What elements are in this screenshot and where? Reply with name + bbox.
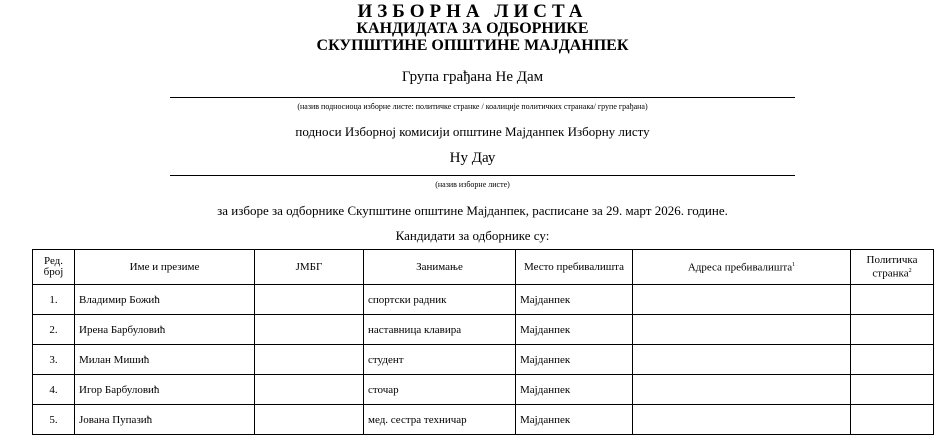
cell-address xyxy=(633,345,851,375)
cell-residence: Мајданпек xyxy=(516,315,633,345)
cell-occupation: студент xyxy=(364,345,516,375)
cell-jmbg xyxy=(255,315,364,345)
election-text: за изборе за одборнике Скупштине општине Мајданпек, расписане за 29. март 2026. године. xyxy=(217,203,728,218)
cell-name: Игор Барбуловић xyxy=(75,375,255,405)
list-caption: (назив изборне листе) xyxy=(435,180,510,189)
cell-name: Ирена Барбуловић xyxy=(75,315,255,345)
cell-jmbg xyxy=(255,345,364,375)
cell-num: 3. xyxy=(33,345,75,375)
list-underline xyxy=(170,175,795,176)
document-subtitle: КАНДИДАТА ЗА ОДБОРНИКЕ xyxy=(356,20,589,37)
document-subtitle-assembly: СКУПШТИНЕ ОПШТИНЕ МАЈДАНПЕК xyxy=(316,37,629,54)
group-name: Група грађана Не Дам xyxy=(401,69,544,85)
list-name: Ну Дау xyxy=(449,150,496,166)
cell-address xyxy=(633,315,851,345)
footnote-1: 1 xyxy=(792,262,796,269)
cell-address xyxy=(633,285,851,315)
table-row xyxy=(33,285,934,315)
candidates-table xyxy=(32,249,934,435)
cell-occupation: наставница клавира xyxy=(364,315,516,345)
cell-party xyxy=(851,405,934,435)
cell-residence: Мајданпек xyxy=(516,375,633,405)
candidates-heading: Кандидати за одборнике су: xyxy=(395,228,550,243)
cell-party xyxy=(851,315,934,345)
table-row xyxy=(33,375,934,405)
cell-party xyxy=(851,345,934,375)
table-row xyxy=(33,345,934,375)
table-header-row xyxy=(33,250,934,285)
cell-party xyxy=(851,285,934,315)
cell-address xyxy=(633,375,851,405)
header-party: Политичка странка xyxy=(866,253,918,280)
cell-occupation: сточар xyxy=(364,375,516,405)
table-row xyxy=(33,405,934,435)
cell-residence: Мајданпек xyxy=(516,345,633,375)
header-jmbg: ЈМБГ xyxy=(255,250,364,285)
group-caption: (назив подносиоца изборне листе: политичке странке / коалиције политичких странака/ групе грађана) xyxy=(297,102,648,111)
cell-occupation: спортски радник xyxy=(364,285,516,315)
cell-occupation: мед. сестра техничар xyxy=(364,405,516,435)
cell-jmbg xyxy=(255,405,364,435)
header-name: Име и презиме xyxy=(75,250,255,285)
group-underline xyxy=(170,97,795,98)
cell-address xyxy=(633,405,851,435)
cell-num: 4. xyxy=(33,375,75,405)
header-address: Адреса пребивалишта xyxy=(687,261,793,274)
header-address-cell xyxy=(633,250,851,285)
submits-text: подноси Изборној комисији општине Мајданпек Изборну листу xyxy=(295,124,650,139)
header-num: Ред. број xyxy=(33,250,75,285)
cell-num: 5. xyxy=(33,405,75,435)
cell-name: Јована Пупазић xyxy=(75,405,255,435)
document-title: ИЗБОРНА ЛИСТА xyxy=(357,1,588,22)
header-party-cell xyxy=(851,250,934,285)
header-occupation: Занимање xyxy=(364,250,516,285)
table-row xyxy=(33,315,934,345)
cell-party xyxy=(851,375,934,405)
cell-residence: Мајданпек xyxy=(516,405,633,435)
cell-jmbg xyxy=(255,375,364,405)
cell-name: Владимир Божић xyxy=(75,285,255,315)
cell-name: Милан Мишић xyxy=(75,345,255,375)
cell-residence: Мајданпек xyxy=(516,285,633,315)
footnote-2: 2 xyxy=(908,267,912,274)
header-residence: Место пребивалишта xyxy=(516,250,633,285)
cell-jmbg xyxy=(255,285,364,315)
cell-num: 1. xyxy=(33,285,75,315)
cell-num: 2. xyxy=(33,315,75,345)
